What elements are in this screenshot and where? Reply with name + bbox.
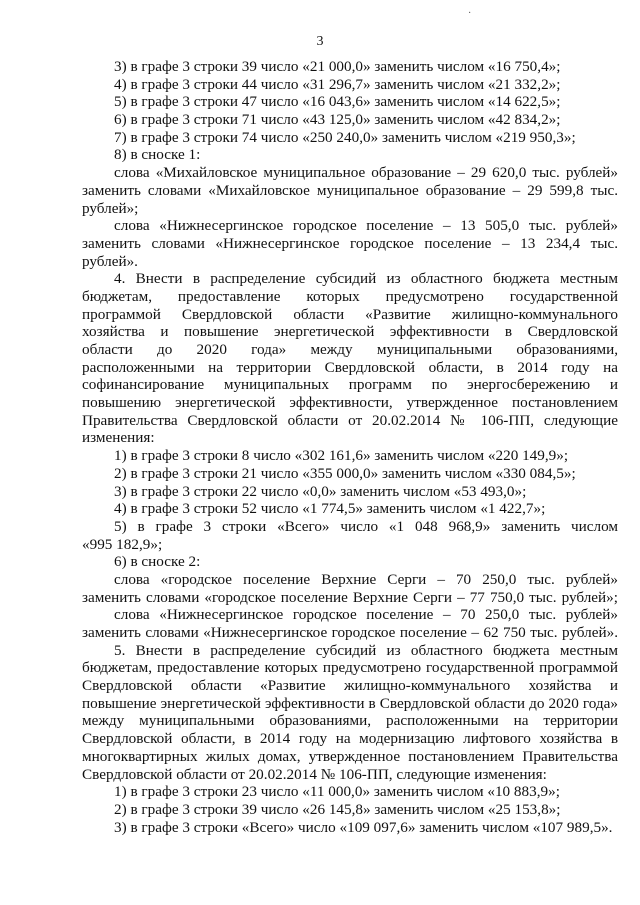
text-line: Свердловской области от 20.02.2014 № 106-ПП, следующие изменения: [82,765,547,783]
text-line: многоквартирных жилых домах, утвержденное постановлением Правительства [82,747,618,765]
text-line: 3) в графе 3 строки 39 число «21 000,0» заменить числом «16 750,4»; [114,58,561,75]
text-line: заменить словами «Нижнесергинское городское поселение – 13 234,4 тыс. [82,234,618,252]
text-line: рублей»; [82,199,139,217]
text-line: Свердловской области, в 2014 году на модернизацию лифтового хозяйства в [82,730,618,748]
text-line: бюджетам, предоставление которых предусмотрено государственной программой [82,659,618,677]
document-body [82,58,618,836]
text-line: 5. Внести в распределение субсидий из областного бюджета местным [114,641,618,659]
text-line: слова «Нижнесергинское городское поселение – 70 250,0 тыс. рублей» [114,606,618,624]
text-line: 2) в графе 3 строки 21 число «355 000,0» заменить числом «330 084,5»; [114,464,576,482]
text-line: слова «Михайловское муниципальное образование – 29 620,0 тыс. рублей» [114,164,618,182]
text-line: между муниципальными образованиями, расположенными на территории [82,712,618,730]
text-line: бюджетам, предоставление которых предусмотрено государственной [82,287,618,305]
text-line: 3) в графе 3 строки «Всего» число «109 097,6» заменить числом «107 989,5». [114,818,613,836]
text-line: слова «городское поселение Верхние Серги – 70 250,0 тыс. рублей» [114,570,618,588]
text-line: расположенными на территории Свердловской области, в 2014 году на [82,358,618,376]
text-line: программой Свердловской области «Развитие жилищно-коммунального [82,305,618,323]
text-line: 1) в графе 3 строки 8 число «302 161,6» заменить числом «220 149,9»; [114,447,569,465]
text-line: 1) в графе 3 строки 23 число «11 000,0» заменить числом «10 883,9»; [114,783,560,801]
text-line: 7) в графе 3 строки 74 число «250 240,0» заменить числом «219 950,3»; [114,128,576,146]
corner-mark: · [468,8,472,19]
text-line: софинансирование муниципальных программ по энергосбережению и [82,376,618,394]
text-line: заменить словами «Нижнесергинское городское поселение – 62 750 тыс. рублей». [82,624,618,641]
text-line: повышение энергетической эффективности в Свердловской области до 2020 года» [82,694,618,712]
text-line: 5) в графе 3 строки «Всего» число «1 048 968,9» заменить числом [114,517,618,535]
text-line: повышению энергетической эффективности, утвержденное постановлением [82,394,618,412]
text-line: 6) в графе 3 строки 71 число «43 125,0» заменить числом «42 834,2»; [114,111,561,129]
text-line: заменить словами «Михайловское муниципальное образование – 29 599,8 тыс. [82,181,618,199]
text-line: 3) в графе 3 строки 22 число «0,0» заменить числом «53 493,0»; [114,482,527,500]
text-line: рублей». [82,252,138,270]
text-line: хозяйства и повышение энергетической эффективности в Свердловской [82,323,618,341]
text-line: 4) в графе 3 строки 52 число «1 774,5» заменить числом «1 422,7»; [114,500,546,518]
text-line: 4. Внести в распределение субсидий из областного бюджета местным [114,270,618,288]
text-line: заменить словами «городское поселение Верхние Серги – 77 750,0 тыс. рублей»; [82,588,618,606]
text-line: 6) в сноске 2: [114,553,201,571]
text-line: 5) в графе 3 строки 47 число «16 043,6» заменить числом «14 622,5»; [114,93,561,111]
page-number: 3 [316,34,324,49]
text-line: 2) в графе 3 строки 39 число «26 145,8» заменить числом «25 153,8»; [114,800,561,818]
text-line: области до 2020 года» между муниципальными образованиями, [82,341,618,358]
text-line: 4) в графе 3 строки 44 число «31 296,7» заменить числом «21 332,2»; [114,75,561,93]
text-line: слова «Нижнесергинское городское поселение – 13 505,0 тыс. рублей» [114,217,618,235]
text-line: изменения: [82,429,155,447]
text-line: «995 182,9»; [82,535,163,553]
text-line: Правительства Свердловской области от 20.02.2014 № 106-ПП, следующие [82,411,618,429]
text-line: Свердловской области «Развитие жилищно-коммунального хозяйства и [82,677,618,695]
text-line: 8) в сноске 1: [114,146,201,164]
